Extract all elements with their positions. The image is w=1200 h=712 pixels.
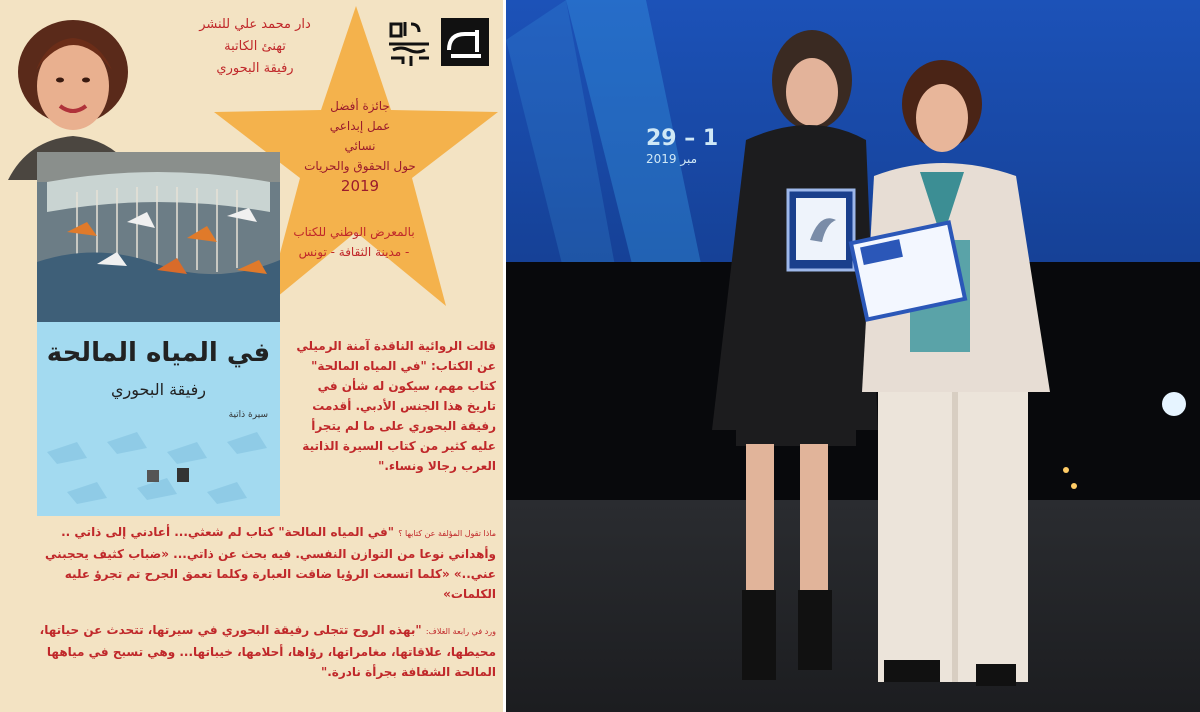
award-line: حول الحقوق والحريات xyxy=(304,159,416,173)
author-quote xyxy=(10,522,496,604)
congrats-line: تهنئ الكاتبة xyxy=(224,39,286,54)
book-genre: سيرة ذاتية xyxy=(228,410,268,420)
author-name: رفيقة البحوري xyxy=(216,61,294,76)
award-title xyxy=(270,96,450,196)
award-venue xyxy=(262,222,446,262)
book-cover-art xyxy=(37,152,280,516)
publisher-logo-icon xyxy=(385,16,491,68)
publisher-name: دار محمد علي للنشر xyxy=(199,17,311,32)
author-quote-intro: ماذا تقول المؤلفة عن كتابها ؟ xyxy=(398,529,496,538)
award-poster xyxy=(0,0,503,712)
back-cover-text: "بهذه الروح تتجلى رفيقة البحوري في سيرتها، تتحدث عن حياتها، محيطها، علاقاتها، مغامراتها، رؤاها، أحلامها، خيباتها... وهي تسبح في مياهها المالحة الشفافة بجرأة نادرة." xyxy=(39,623,496,679)
award-venue-line: - مدينة الثقافة - تونس xyxy=(298,245,410,259)
back-cover-intro: ورد في رابعة الغلاف: xyxy=(425,627,496,636)
award-plaque xyxy=(788,190,854,270)
stage-date-sub: 2019 مبر xyxy=(646,152,698,166)
award-line: عمل إبداعي xyxy=(329,119,391,133)
book-cover xyxy=(37,152,280,516)
publisher-logos xyxy=(385,16,491,68)
book-title: في المياه المالحة xyxy=(46,338,271,368)
award-year: 2019 xyxy=(340,177,380,195)
award-line: نسائي xyxy=(344,139,376,153)
publisher-congrats xyxy=(150,14,360,80)
award-line: جائزة أفضل xyxy=(330,99,390,113)
book-author: رفيقة البحوري xyxy=(111,380,206,399)
back-cover-quote xyxy=(10,620,496,682)
award-ceremony-photo xyxy=(506,0,1200,712)
author-quote-text: "في المياه المالحة" كتاب لم شعثي... أعادني إلى ذاتي .. وأهداني نوعا من التوازن النفسي. فيه بحث عن ذاتي... «ضباب كثيف يحجبني عني..» «كلما اتسعت الرؤيا ضاقت العبارة وكلما تعمق الجرح تم تجرؤ عليه الكلمات» xyxy=(45,525,496,601)
award-venue-line: بالمعرض الوطني للكتاب xyxy=(293,225,415,239)
stage-scene xyxy=(506,0,1200,712)
critic-quote: قالت الروائية الناقدة آمنة الرميلي عن الكتاب: "في المياه المالحة" كتاب مهم، سيكون له شأن في تاريخ هذا الجنس الأدبي. أقدمت رفيقة البحوري على ما لم يتجرأ عليه كثير من كتاب السيرة الذاتية العرب رجالا ونساء." xyxy=(296,339,496,473)
stage-date: 29 – 1 xyxy=(646,126,719,151)
